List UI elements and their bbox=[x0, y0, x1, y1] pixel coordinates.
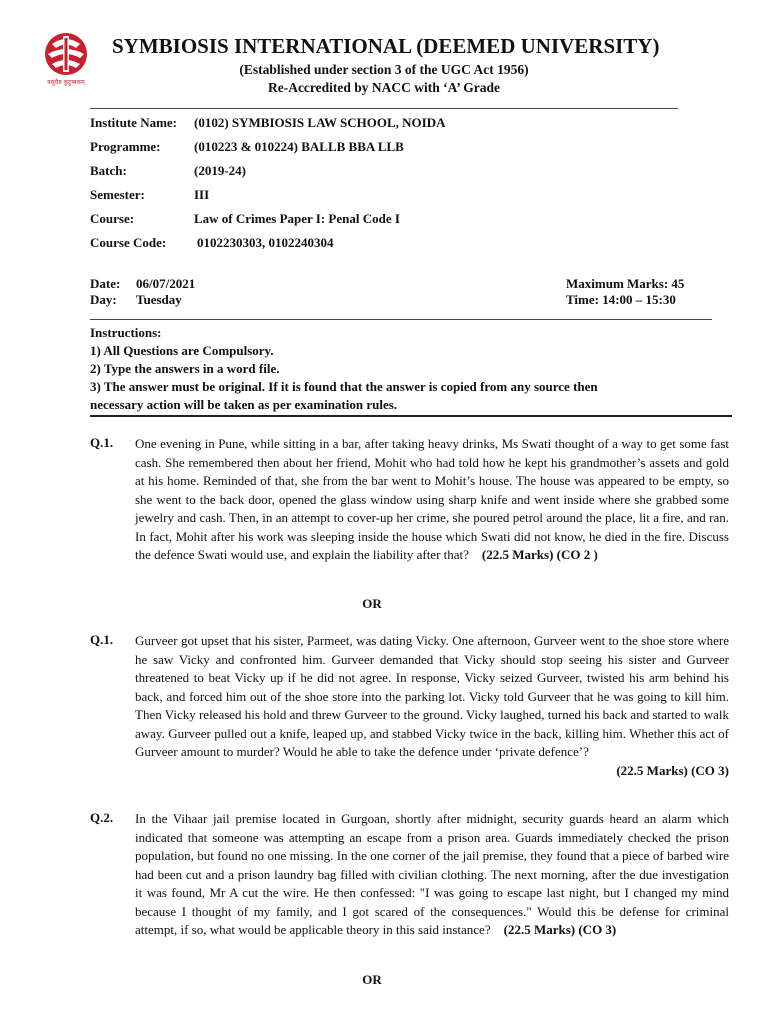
maximum-marks: Maximum Marks: 45 bbox=[566, 276, 685, 291]
question-marks: (22.5 Marks) (CO 3) bbox=[616, 762, 729, 778]
logo-motto: वसुधैव कुटुम्बकम् bbox=[47, 79, 85, 86]
question-text bbox=[135, 435, 729, 565]
info-value: (010223 & 010224) BALLB BBA LLB bbox=[194, 139, 404, 154]
instruction-item: 2) Type the answers in a word file. bbox=[90, 361, 280, 376]
exam-date: 06/07/2021 bbox=[136, 276, 196, 291]
divider bbox=[90, 108, 678, 109]
or-separator: OR bbox=[362, 972, 382, 987]
university-name: SYMBIOSIS INTERNATIONAL (DEEMED UNIVERSITY) bbox=[112, 34, 660, 58]
info-value: 0102230303, 0102240304 bbox=[197, 235, 334, 250]
exam-time: Time: 14:00 – 15:30 bbox=[566, 292, 676, 307]
day-label: Day: bbox=[90, 292, 117, 307]
question-body: In the Vihaar jail premise located in Gurgoan, shortly after midnight, security guards heard an alarm which indicated that someone was attempting an escape from a prison area. Guards immediately checked the prison population, but found no one missing. In the one corner of the jail premise, they found that a piece of barbed wire had been cut and a prison laundry bag filled with civilian clothing. The next morning, after the due investigation it was found, Mr A cut the wire. He then confessed: "I was going to escape last night, but I changed my mind because I thought of my family, and I got scared of the consequences." Would this be defense for criminal attempt, if so, what would be applicable theory in this said instance? bbox=[135, 811, 729, 937]
question-number: Q.2. bbox=[90, 810, 114, 825]
instructions-title: Instructions: bbox=[90, 325, 162, 340]
info-label: Semester: bbox=[90, 187, 145, 202]
info-value: (0102) SYMBIOSIS LAW SCHOOL, NOIDA bbox=[194, 115, 446, 130]
question-number: Q.1. bbox=[90, 435, 114, 450]
instruction-item: 3) The answer must be original. If it is found that the answer is copied from any source then bbox=[90, 379, 598, 394]
info-label: Course Code: bbox=[90, 235, 167, 250]
question-marks: (22.5 Marks) (CO 2 ) bbox=[481, 547, 598, 562]
question-number: Q.1. bbox=[90, 632, 114, 647]
question-body: Gurveer got upset that his sister, Parmeet, was dating Vicky. One afternoon, Gurveer went to the shoe store where he saw Vicky and confronted him. Gurveer demanded that Vicky should stop seeing his sister and Gurveer threatened to beat Vicky up if he did not agree. In response, Vicky seized Gurveer, twisted his arm behind his back, and forced him out of the shoe store into the parking lot. Vicky told Gurveer that he was going to kill him. Then Vicky released his hold and threw Gurveer to the ground. Vicky laughed, turned his back and started to walk away. Gurveer pulled out a knife, leaped up, and stabbed Vicky twice in the back, killing him. Whether this act of Gurveer amount to murder? Would he able to take the defence under ‘private defence’? bbox=[135, 633, 729, 759]
info-value: (2019-24) bbox=[194, 163, 246, 178]
info-label: Course: bbox=[90, 211, 135, 226]
accreditation-note: Re-Accredited by NACC with ‘A’ Grade bbox=[267, 80, 501, 95]
instruction-item: 1) All Questions are Compulsory. bbox=[90, 343, 274, 358]
exam-day: Tuesday bbox=[136, 292, 182, 307]
question-body: One evening in Pune, while sitting in a bar, after taking heavy drinks, Ms Swati thought of a way to get some fast cash. She remembered then about her friend, Mohit who had told how he kept his grandmother’s assets and gold at his home. Reminded of that, she from the bar went to Mohit’s house. The house was appeared to be empty, so she went to the back door, opened the glass window using sharp knife and went inside where she grabbed some jewelry and cash. Then, in an attempt to cover-up her crime, she poured petrol around the place, lit a fire, and ran. In fact, Mohit after his work was sleeping inside the house which Swati did not know, he died in the fire. Discuss the defence Swati would use, and explain the liability after that? bbox=[135, 436, 729, 562]
instructions bbox=[90, 324, 730, 414]
info-value: Law of Crimes Paper I: Penal Code I bbox=[194, 211, 400, 226]
or-separator: OR bbox=[362, 596, 382, 611]
divider bbox=[90, 415, 732, 417]
date-label: Date: bbox=[90, 276, 121, 291]
established-note: (Established under section 3 of the UGC Act 1956) bbox=[239, 62, 529, 77]
info-label: Programme: bbox=[90, 139, 161, 154]
instruction-item: necessary action will be taken as per examination rules. bbox=[90, 397, 398, 412]
question-marks: (22.5 Marks) (CO 3) bbox=[503, 922, 617, 937]
divider bbox=[90, 319, 712, 320]
info-label: Batch: bbox=[90, 163, 127, 178]
question-text bbox=[135, 632, 729, 780]
info-label: Institute Name: bbox=[90, 115, 178, 130]
info-value: III bbox=[194, 187, 210, 202]
question-text bbox=[135, 810, 729, 940]
